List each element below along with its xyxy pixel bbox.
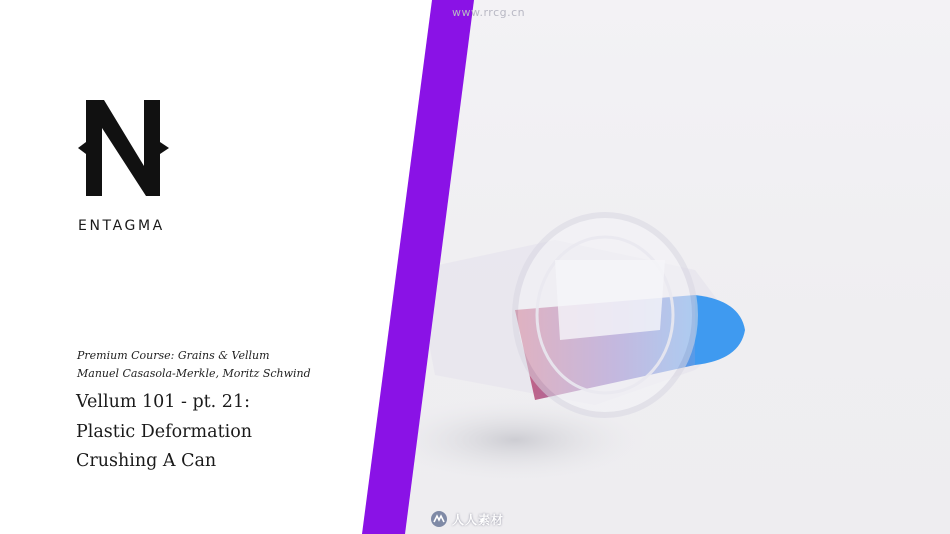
course-authors: Manuel Casasola-Merkle, Moritz Schwind — [77, 367, 311, 380]
crushed-can-render — [395, 200, 775, 500]
lesson-title — [76, 388, 252, 477]
watermark-bottom-text: 人人素材 — [452, 512, 505, 527]
watermark-logo-icon — [430, 510, 448, 528]
course-title: Premium Course: Grains & Vellum — [77, 349, 270, 362]
watermark-top: www.rrcg.cn — [452, 6, 526, 19]
lesson-title-line-1: Vellum 101 - pt. 21: — [76, 392, 250, 412]
entagma-n-logo-icon — [76, 98, 172, 198]
course-info — [77, 347, 311, 383]
watermark-bottom — [430, 508, 504, 530]
lesson-title-line-3: Crushing A Can — [76, 451, 217, 471]
brand-name: ENTAGMA — [78, 218, 165, 234]
lesson-title-line-2: Plastic Deformation — [76, 421, 253, 442]
